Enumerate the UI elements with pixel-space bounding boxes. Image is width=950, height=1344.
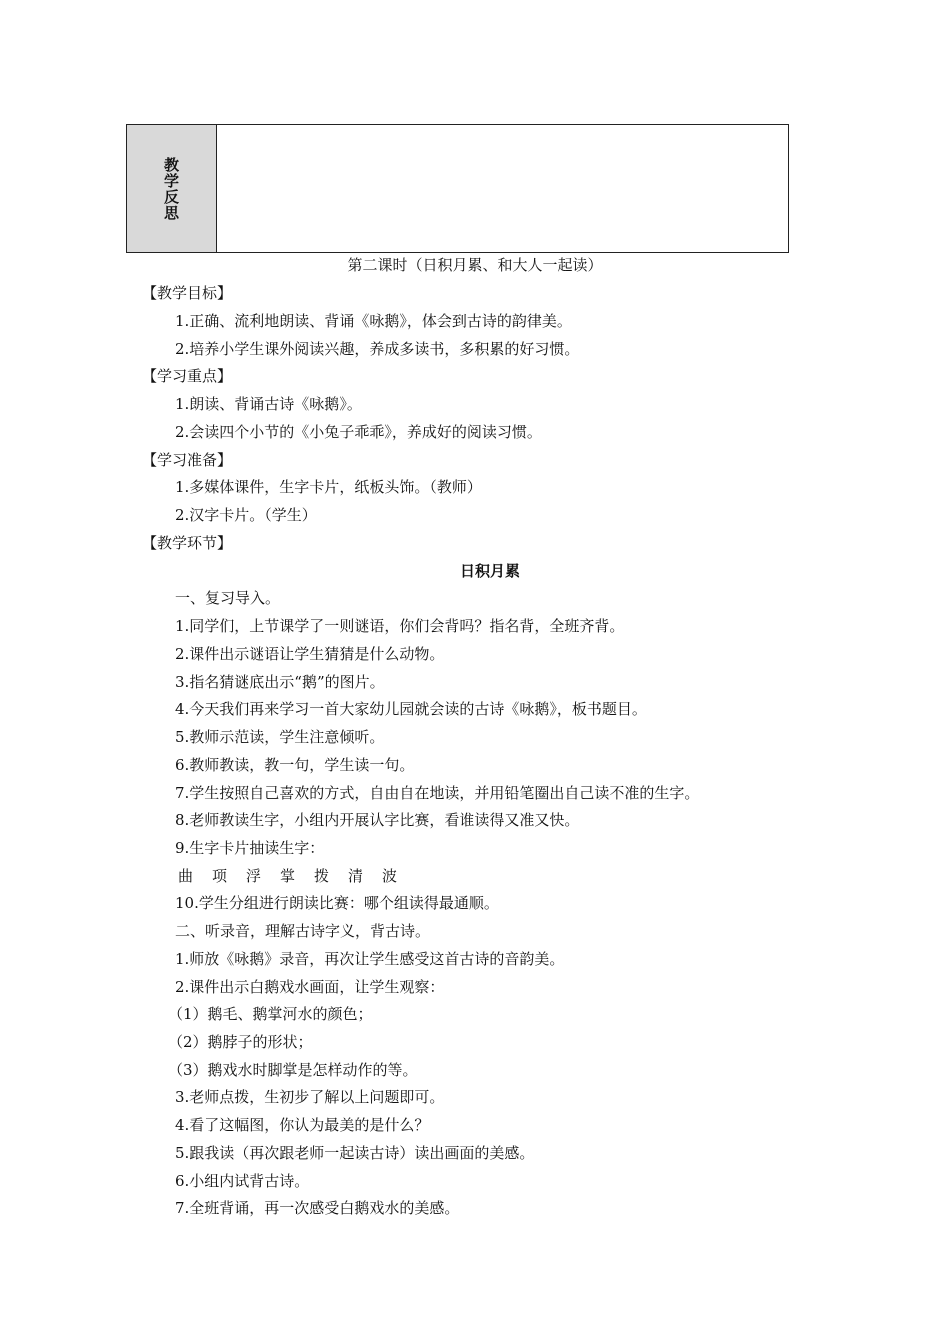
- part2-item: 7.全班背诵，再一次感受白鹅戏水的美感。: [175, 1199, 460, 1217]
- part1-item: 5.教师示范读，学生注意倾听。: [175, 728, 385, 746]
- objective-item: 1.正确、流利地朗读、背诵《咏鹅》，体会到古诗的韵律美。: [175, 312, 572, 330]
- reflection-label-cell: [127, 125, 217, 252]
- objective-item: 2.培养小学生课外阅读兴趣，养成多读书，多积累的好习惯。: [175, 340, 580, 358]
- part2-heading: 二、听录音，理解古诗字义，背古诗。: [175, 922, 431, 940]
- lesson-title: 第二课时（日积月累、和大人一起读）: [347, 256, 603, 274]
- part2-sub-item: （2）鹅脖子的形状；: [168, 1033, 313, 1051]
- focus-heading: 【学习重点】: [142, 367, 233, 385]
- part1-item: 2.课件出示谜语让学生猜猜是什么动物。: [175, 645, 445, 663]
- part2-sub-item: （3）鹅戏水时脚掌是怎样动作的等。: [168, 1061, 418, 1079]
- part1-item: 10.学生分组进行朗读比赛：哪个组读得最通顺。: [175, 894, 499, 912]
- part2-item: 4.看了这幅图，你认为最美的是什么？: [175, 1116, 430, 1134]
- part1-item: 6.教师教读，教一句，学生读一句。: [175, 756, 415, 774]
- part2-item: 2.课件出示白鹅戏水画面，让学生观察：: [175, 978, 445, 996]
- part2-item: 1.师放《咏鹅》录音，再次让学生感受这首古诗的音韵美。: [175, 950, 565, 968]
- part2-sub-item: （1）鹅毛、鹅掌河水的颜色；: [168, 1005, 373, 1023]
- character: 掌: [280, 867, 296, 885]
- part1-item: 8.老师教读生字，小组内开展认字比赛，看谁读得又准又快。: [175, 811, 580, 829]
- prep-heading: 【学习准备】: [142, 451, 233, 469]
- focus-item: 1.朗读、背诵古诗《咏鹅》。: [175, 395, 362, 413]
- character: 拨: [314, 867, 330, 885]
- part1-item: 3.指名猜谜底出示“鹅”的图片。: [175, 673, 385, 691]
- reflection-table: [126, 124, 789, 253]
- part1-item: 1.同学们，上节课学了一则谜语，你们会背吗？指名背，全班齐背。: [175, 617, 625, 635]
- section-subtitle: 日积月累: [460, 562, 521, 580]
- part1-heading: 一、复习导入。: [175, 589, 281, 607]
- steps-heading: 【教学环节】: [142, 534, 233, 552]
- prep-item: 2.汉字卡片。（学生）: [175, 506, 317, 524]
- part1-item: 4.今天我们再来学习一首大家幼儿园就会读的古诗《咏鹅》，板书题目。: [175, 700, 647, 718]
- reflection-content-cell: [217, 125, 788, 252]
- reflection-label: 教学反思: [162, 156, 180, 221]
- part2-item: 5.跟我读（再次跟老师一起读古诗）读出画面的美感。: [175, 1144, 535, 1162]
- character: 浮: [246, 867, 262, 885]
- part2-item: 6.小组内试背古诗。: [175, 1172, 310, 1190]
- part1-item: 7.学生按照自己喜欢的方式，自由自在地读，并用铅笔圈出自己读不准的生字。: [175, 784, 700, 802]
- prep-item: 1.多媒体课件，生字卡片，纸板头饰。（教师）: [175, 478, 482, 496]
- character-list: [178, 866, 416, 886]
- focus-item: 2.会读四个小节的《小兔子乖乖》，养成好的阅读习惯。: [175, 423, 542, 441]
- character: 项: [212, 867, 228, 885]
- character: 波: [382, 867, 398, 885]
- part2-item: 3.老师点拨，生初步了解以上问题即可。: [175, 1088, 445, 1106]
- character: 曲: [178, 867, 194, 885]
- objectives-heading: 【教学目标】: [142, 284, 233, 302]
- part1-item: 9.生字卡片抽读生字：: [175, 839, 325, 857]
- character: 清: [348, 867, 364, 885]
